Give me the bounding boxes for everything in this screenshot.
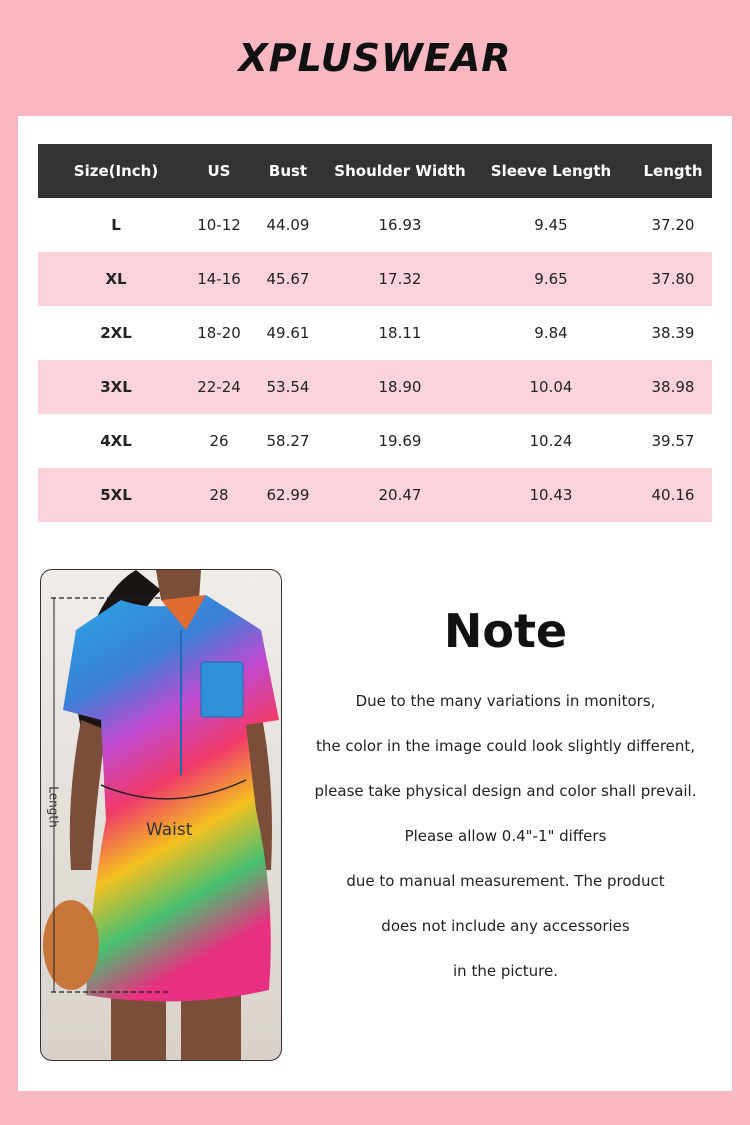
cell-us: 10-12 xyxy=(197,216,241,234)
cell-shoulder: 18.90 xyxy=(332,360,468,414)
cell-us: 28 xyxy=(194,468,244,522)
cell-length: 37.80 xyxy=(634,252,712,306)
note-line: does not include any accessories xyxy=(381,917,630,935)
cell-sleeve: 10.24 xyxy=(529,432,573,450)
cell-size: 3XL xyxy=(38,360,194,414)
product-photo xyxy=(40,569,282,1061)
cell-bust: 45.67 xyxy=(244,252,332,306)
note-line: in the picture. xyxy=(453,962,558,980)
cell-size: XL xyxy=(38,252,194,306)
table-row xyxy=(38,306,712,360)
cell-sleeve: 10.04 xyxy=(468,360,634,414)
note-title: Note xyxy=(443,604,568,658)
dress-illustration xyxy=(41,570,281,1060)
note-text xyxy=(293,690,718,1005)
table-row xyxy=(38,414,712,468)
size-chart-card xyxy=(18,116,732,1091)
note-line: Due to the many variations in monitors, xyxy=(355,692,656,710)
header-length: Length xyxy=(634,144,712,198)
table-row xyxy=(38,198,712,252)
note-line: Please allow 0.4"-1" differs xyxy=(404,827,607,845)
header-size: Size(Inch) xyxy=(38,144,194,198)
table-row xyxy=(38,252,712,306)
cell-us: 22-24 xyxy=(194,360,244,414)
cell-length: 37.20 xyxy=(651,216,695,234)
header-bust: Bust xyxy=(244,144,332,198)
cell-shoulder: 18.11 xyxy=(378,324,422,342)
waist-label: Waist xyxy=(146,820,193,840)
cell-size: 5XL xyxy=(38,468,194,522)
cell-shoulder: 19.69 xyxy=(378,432,422,450)
cell-size: 4XL xyxy=(100,432,132,450)
table-row xyxy=(38,468,712,522)
size-table xyxy=(38,144,712,522)
cell-bust: 49.61 xyxy=(266,324,310,342)
cell-shoulder: 16.93 xyxy=(378,216,422,234)
cell-bust: 58.27 xyxy=(266,432,310,450)
header-sleeve-length: Sleeve Length xyxy=(468,144,634,198)
cell-shoulder: 20.47 xyxy=(332,468,468,522)
brand-logo: XPLUSWEAR xyxy=(238,36,512,80)
cell-us: 14-16 xyxy=(194,252,244,306)
cell-shoulder: 17.32 xyxy=(332,252,468,306)
note-line: the color in the image could look slightly different, xyxy=(315,737,696,755)
note-line: due to manual measurement. The product xyxy=(346,872,665,890)
table-row xyxy=(38,360,712,414)
cell-size: L xyxy=(111,216,121,234)
cell-bust: 44.09 xyxy=(266,216,310,234)
note-line: please take physical design and color shall prevail. xyxy=(314,782,697,800)
header-us: US xyxy=(194,144,244,198)
length-label: Length xyxy=(46,786,61,828)
cell-length: 39.57 xyxy=(651,432,695,450)
cell-sleeve: 9.45 xyxy=(534,216,568,234)
table-header-row xyxy=(38,144,712,198)
cell-bust: 62.99 xyxy=(244,468,332,522)
cell-us: 26 xyxy=(209,432,229,450)
cell-sleeve: 9.65 xyxy=(468,252,634,306)
cell-sleeve: 10.43 xyxy=(468,468,634,522)
header-shoulder-width: Shoulder Width xyxy=(332,144,468,198)
cell-length: 38.39 xyxy=(651,324,695,342)
cell-length: 40.16 xyxy=(634,468,712,522)
cell-size: 2XL xyxy=(100,324,132,342)
cell-sleeve: 9.84 xyxy=(534,324,568,342)
cell-length: 38.98 xyxy=(634,360,712,414)
cell-bust: 53.54 xyxy=(244,360,332,414)
cell-us: 18-20 xyxy=(197,324,241,342)
